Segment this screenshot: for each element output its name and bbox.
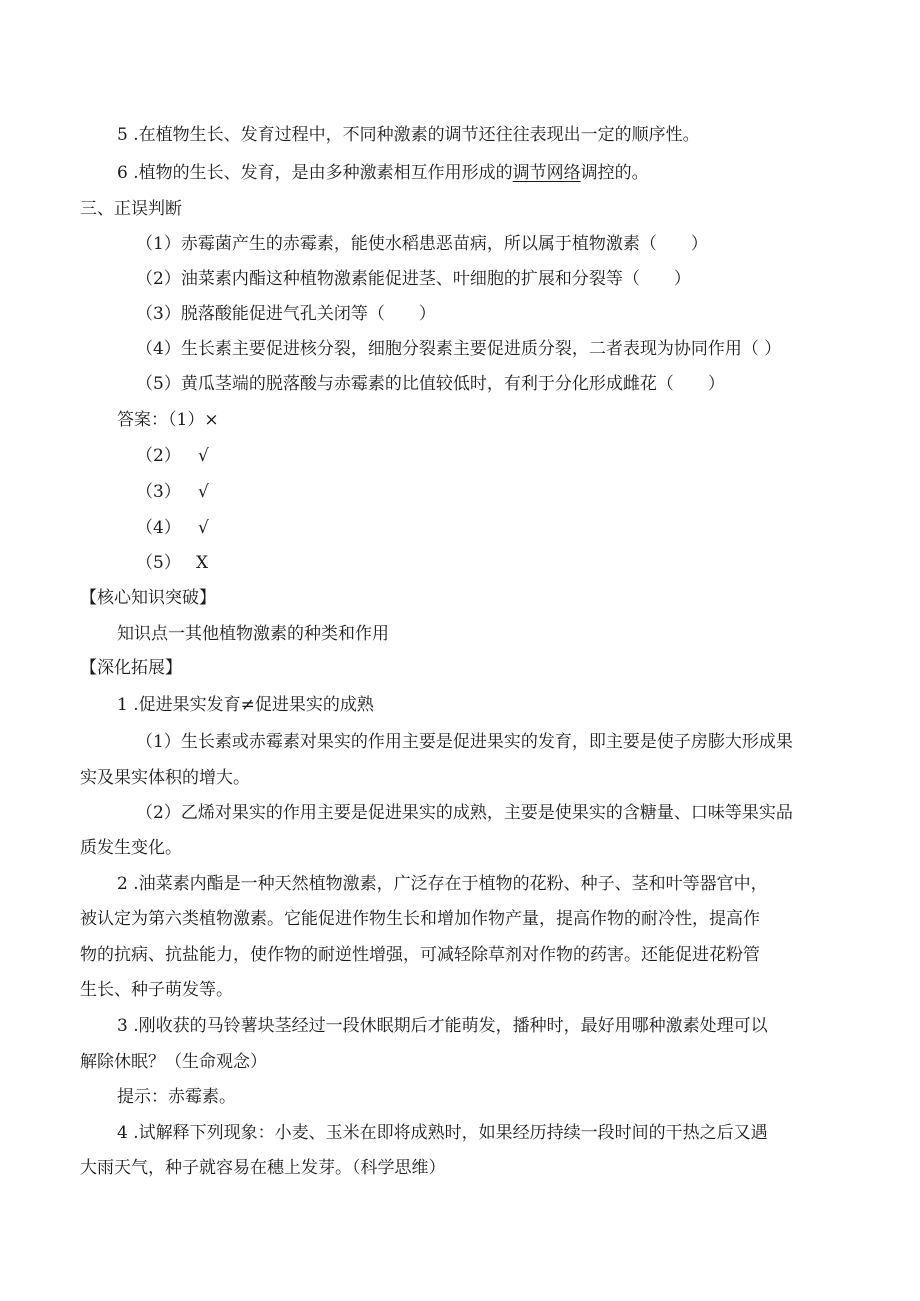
answer-2-mark: √ <box>198 446 209 466</box>
deepen-p1-1-line1: （1）生长素或赤霉素对果实的作用主要是促进果实的发育，即主要是使子房膨大形成果 <box>136 732 793 752</box>
answer-5-number: （5） <box>136 553 181 573</box>
answer-3-mark: √ <box>198 482 209 502</box>
deepen-p3-line2: 解除休眠？（生命观念） <box>80 1052 267 1072</box>
deepen-hint: 提示：赤霉素。 <box>117 1087 236 1107</box>
deepen-p2-line2: 被认定为第六类植物激素。它能促进作物生长和增加作物产量，提高作物的耐冷性，提高作 <box>80 909 760 929</box>
deepen-title: 【深化拓展】 <box>80 658 182 678</box>
deepen-p2-line3: 物的抗病、抗盐能力，使作物的耐逆性增强，可减轻除草剂对作物的药害。还能促进花粉管 <box>80 945 760 965</box>
answer-5-mark: X <box>196 553 209 573</box>
knowledge-point: 知识点一其他植物激素的种类和作用 <box>117 624 389 644</box>
item-6-end: 调控的。 <box>580 163 649 183</box>
answer-4-mark: √ <box>198 518 209 538</box>
item-6 <box>117 163 649 183</box>
answer-3-number: （3） <box>136 482 181 502</box>
judgment-3: （3）脱落酸能促进气孔关闭等（ ） <box>136 304 436 324</box>
core-knowledge-title: 【核心知识突破】 <box>80 588 216 608</box>
judgment-2: （2）油菜素内酯这种植物激素能促进茎、叶细胞的扩展和分裂等（ ） <box>136 269 691 289</box>
answer-4-number: （4） <box>136 518 181 538</box>
item-6-text: 6 .植物的生长、发育，是由多种激素相互作用形成的 <box>117 163 513 183</box>
deepen-p2-line4: 生长、种子萌发等。 <box>80 980 233 1000</box>
judgment-4: （4）生长素主要促进核分裂，细胞分裂素主要促进质分裂，二者表现为协同作用（ ） <box>136 339 782 359</box>
deepen-p1-2-line1: （2）乙烯对果实的作用主要是促进果实的成熟，主要是使果实的含糖量、口味等果实品 <box>136 803 793 823</box>
deepen-p1-2-line2: 质发生变化。 <box>80 838 182 858</box>
section-3-title: 三、正误判断 <box>80 199 182 219</box>
answer-2-number: （2） <box>136 446 181 466</box>
judgment-1: （1）赤霉菌产生的赤霉素，能使水稻患恶苗病，所以属于植物激素（ ） <box>136 234 708 254</box>
deepen-p4-line1: 4 .试解释下列现象：小麦、玉米在即将成熟时，如果经历持续一段时间的干热之后又遇 <box>117 1123 768 1143</box>
deepen-p1-1-line2: 实及果实体积的增大。 <box>80 768 250 788</box>
judgment-5: （5）黄瓜茎端的脱落酸与赤霉素的比值较低时，有利于分化形成雌花（ ） <box>136 374 725 394</box>
deepen-p1: 1 .促进果实发育≠促进果实的成熟 <box>117 695 374 715</box>
item-5: 5 .在植物生长、发育过程中，不同种激素的调节还往往表现出一定的顺序性。 <box>117 125 700 145</box>
deepen-p3-line1: 3 .刚收获的马铃薯块茎经过一段休眠期后才能萌发，播种时，最好用哪种激素处理可以 <box>117 1016 768 1036</box>
deepen-p4-line2: 大雨天气，种子就容易在穗上发芽。（科学思维） <box>80 1158 446 1178</box>
answer-1: 答案：（1）× <box>117 410 219 430</box>
deepen-p2-line1: 2 .油菜素内酯是一种天然植物激素，广泛存在于植物的花粉、种子、茎和叶等器官中， <box>117 874 768 894</box>
item-6-underlined: 调节网络 <box>512 163 581 183</box>
